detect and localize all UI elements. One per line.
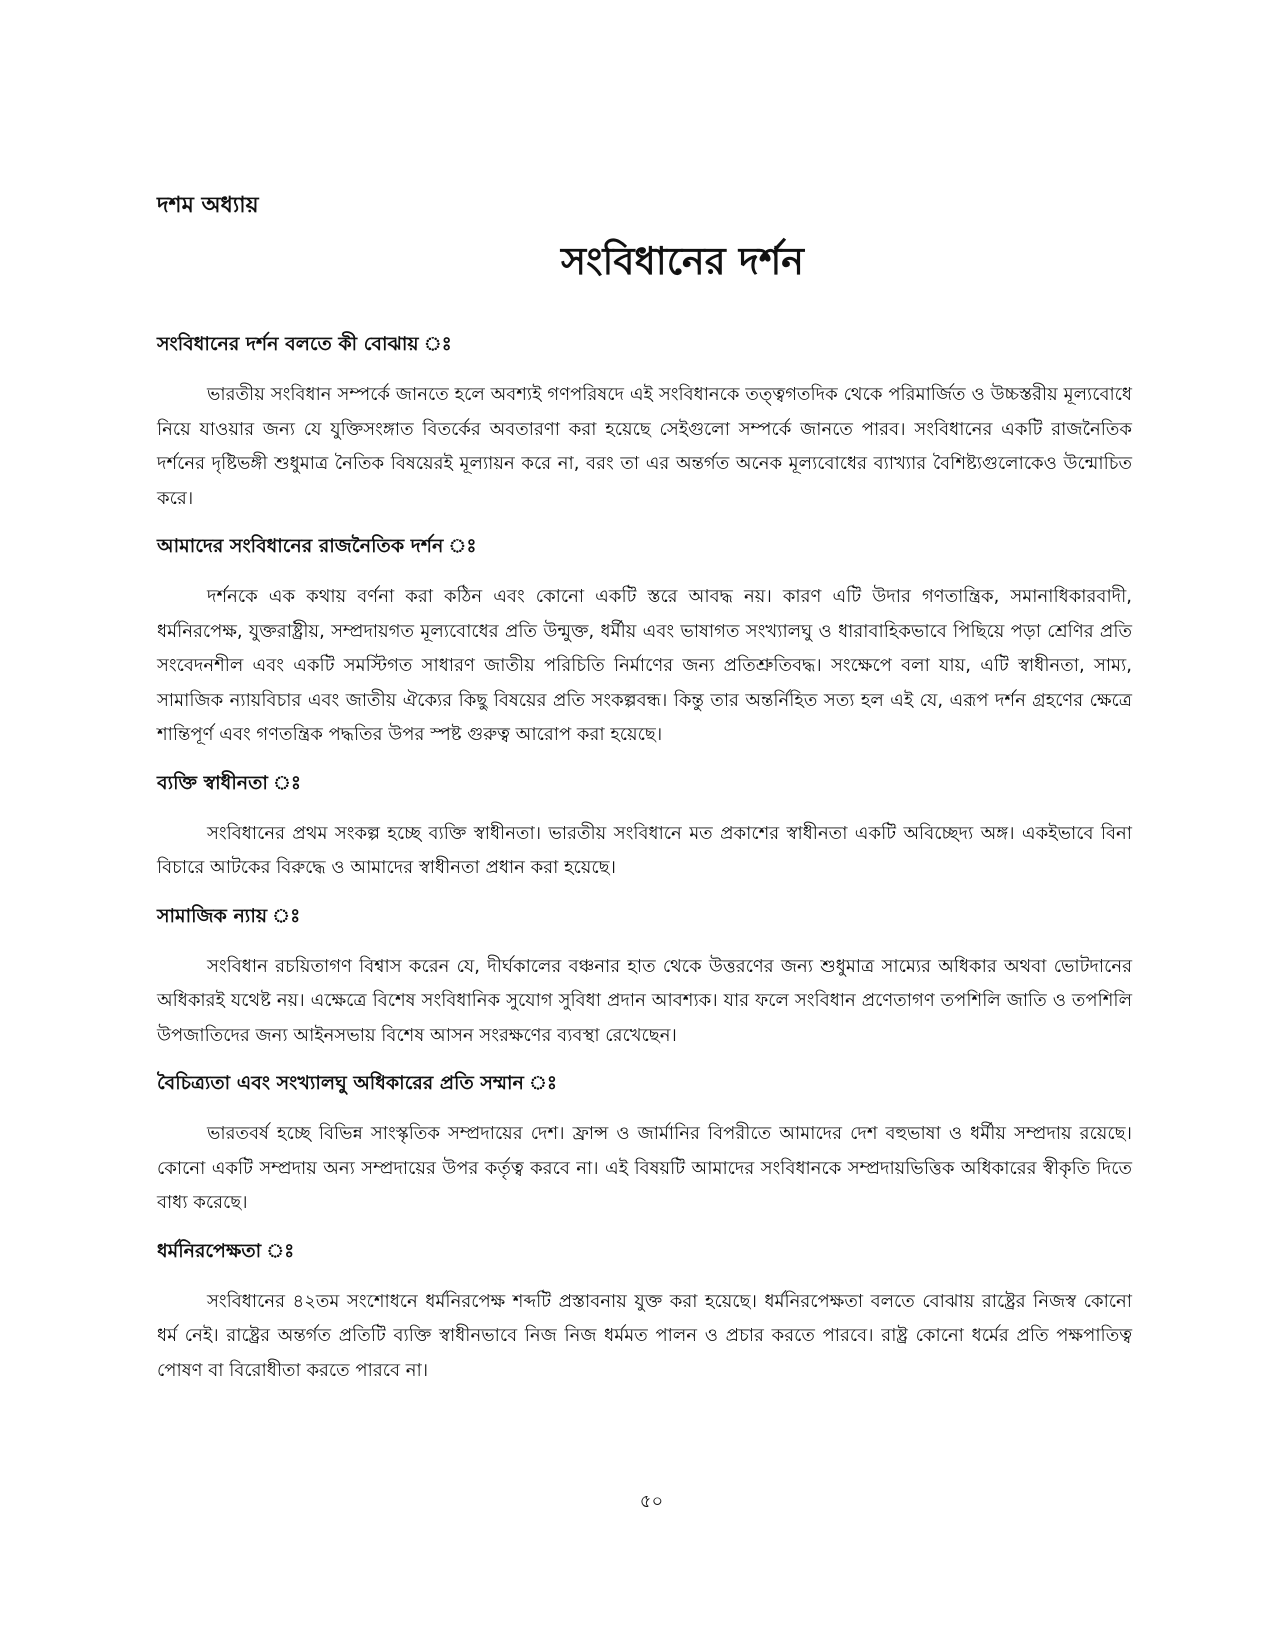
section-heading: ধর্মনিরপেক্ষতা ঃ bbox=[157, 1239, 295, 1262]
section-paragraph: ভারতীয় সংবিধান সম্পর্কে জানতে হলে অবশ্যই গণপরিষদে এই সংবিধানকে তত্ত্বগতদিক থেকে পরিমার্জিত ও উচ্চস্তরীয় মূল্যবোধে নিয়ে যাওয়ার জন্য যে যুক্তিসংঙ্গাত বিতর্কের অবতারণা করা হয়েছে সেইগুলো সম্পর্কে জানতে পারব। সংবিধানের একটি রাজনৈতিক দর্শনের দৃষ্টিভঙ্গী শুধুমাত্র নৈতিক বিষয়েরই মূল্যায়ন করে না, বরং তা এর অন্তর্গত অনেক মূল্যবোধের ব্যাখ্যার বৈশিষ্ট্যগুলোকেও উন্মোচিত করে। bbox=[157, 384, 1132, 509]
section-heading: ব্যক্তি স্বাধীনতা ঃ bbox=[157, 771, 302, 794]
section-heading: আমাদের সংবিধানের রাজনৈতিক দর্শন ঃ bbox=[157, 535, 477, 557]
section bbox=[157, 769, 1132, 886]
section-heading: সংবিধানের দর্শন বলতে কী বোঝায় ঃ bbox=[157, 333, 452, 355]
section-paragraph: সংবিধান রচয়িতাগণ বিশ্বাস করেন যে, দীর্ঘকালের বঞ্চনার হাত থেকে উত্তরণের জন্য শুধুমাত্র সাম্যের অধিকার অথবা ভোটদানের অধিকারই যথেষ্ট নয়। এক্ষেত্রে বিশেষ সংবিধানিক সুযোগ সুবিধা প্রদান আবশ্যক। যার ফলে সংবিধান প্রণেতাগণ তপশিলি জাতি ও তপশিলি উপজাতিদের জন্য আইনসভায় বিশেষ আসন সংরক্ষণের ব্যবস্থা রেখেছেন। bbox=[157, 955, 1132, 1046]
section bbox=[157, 1069, 1132, 1221]
section bbox=[157, 330, 1132, 516]
page-number: ৫০ bbox=[639, 1491, 664, 1512]
section-paragraph: দর্শনকে এক কথায় বর্ণনা করা কঠিন এবং কোনো একটি স্তরে আবদ্ধ নয়। কারণ এটি উদার গণতান্ত্রিক, সমানাধিকারবাদী, ধর্মনিরপেক্ষ, যুক্তরাষ্ট্রীয়, সম্প্রদায়গত মূল্যবোধের প্রতি উন্মুক্ত, ধর্মীয় এবং ভাষাগত সংখ্যালঘু ও ধারাবাহিকভাবে পিছিয়ে পড়া শ্রেণির প্রতি সংবেদনশীল এবং একটি সমস্টিগত সাধারণ জাতীয় পরিচিতি নির্মাণের জন্য প্রতিশ্রুতিবদ্ধ। সংক্ষেপে বলা যায়, এটি স্বাধীনতা, সাম্য, সামাজিক ন্যায়বিচার এবং জাতীয় ঐক্যের কিছু বিষয়ের প্রতি সংকল্পবন্ধ। কিন্তু তার অন্তর্নিহিত সত্য হল এই যে, এরূপ দর্শন গ্রহণের ক্ষেত্রে শান্তিপূর্ণ এবং গণতন্ত্রিক পদ্ধতির উপর স্পষ্ট গুরুত্ব আরোপ করা হয়েছে। bbox=[157, 586, 1132, 745]
section bbox=[157, 902, 1132, 1054]
section bbox=[157, 1237, 1132, 1389]
section-paragraph: সংবিধানের প্রথম সংকল্প হচ্ছে ব্যক্তি স্বাধীনতা। ভারতীয় সংবিধানে মত প্রকাশের স্বাধীনতা একটি অবিচ্ছেদ্য অঙ্গ। একইভাবে বিনা বিচারে আটকের বিরুদ্ধে ও আমাদের স্বাধীনতা প্রধান করা হয়েছে। bbox=[157, 822, 1132, 878]
section bbox=[157, 532, 1132, 753]
section-paragraph: সংবিধানের ৪২তম সংশোধনে ধর্মনিরপেক্ষ শব্দটি প্রস্তাবনায় যুক্ত করা হয়েছে। ধর্মনিরপেক্ষতা বলতে বোঝায় রাষ্ট্রের নিজস্ব কোনো ধর্ম নেই। রাষ্ট্রের অন্তর্গত প্রতিটি ব্যক্তি স্বাধীনভাবে নিজ নিজ ধর্মমত পালন ও প্রচার করতে পারবে। রাষ্ট্র কোনো ধর্মের প্রতি পক্ষপাতিত্ব পোষণ বা বিরোধীতা করতে পারবে না। bbox=[157, 1290, 1132, 1381]
chapter-label: দশম অধ্যায় bbox=[157, 193, 259, 218]
section-paragraph: ভারতবর্ষ হচ্ছে বিভিন্ন সাংস্কৃতিক সম্প্রদায়ের দেশ। ফ্রান্স ও জার্মানির বিপরীতে আমাদের দেশ বহুভাষা ও ধর্মীয় সম্প্রদায় রয়েছে। কোনো একটি সম্প্রদায় অন্য সম্প্রদায়ের উপর কর্তৃত্ব করবে না। এই বিষয়টি আমাদের সংবিধানকে সম্প্রদায়ভিত্তিক অধিকারের স্বীকৃতি দিতে বাধ্য করেছে। bbox=[157, 1123, 1132, 1213]
content-body bbox=[157, 330, 1132, 1404]
section-heading: বৈচিত্র্যতা এবং সংখ্যালঘু অধিকারের প্রতি সম্মান ঃ bbox=[157, 1072, 558, 1094]
page-title: সংবিধানের দর্শন bbox=[560, 239, 804, 283]
section-heading: সামাজিক ন্যায় ঃ bbox=[157, 904, 301, 927]
